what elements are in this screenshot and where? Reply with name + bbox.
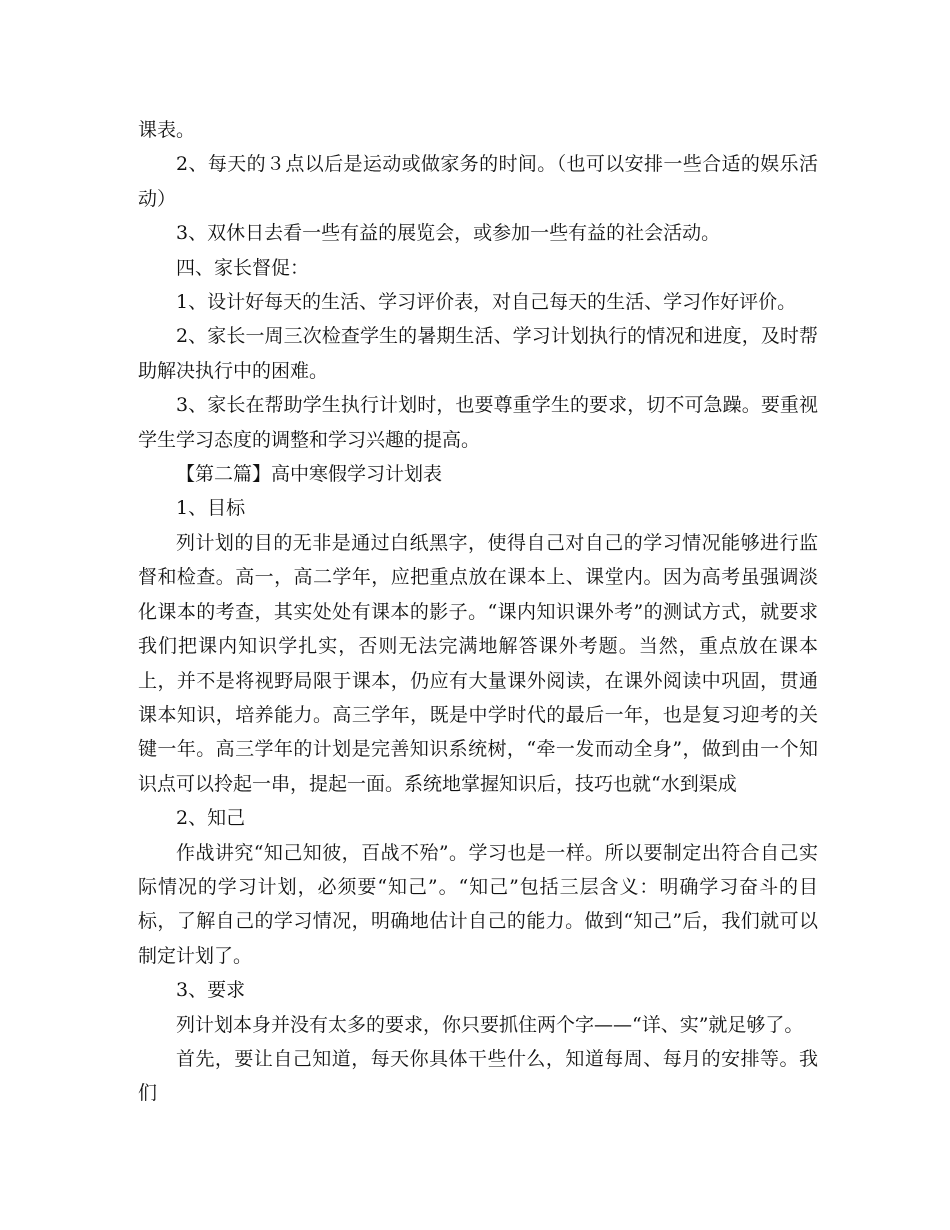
article-title: 【第二篇】高中寒假学习计划表 [176, 463, 443, 486]
paragraph: 1、设计好每天的生活、学习评价表，对自己每天的生活、学习作好评价。 [176, 291, 797, 314]
paragraph: 列计划的目的无非是通过白纸黑字，使得自己对自己的学习情况能够进行监督和检查。高一，高二学年，应把重点放在课本上、课堂内。因为高考虽强调淡化课本的考查，其实处处有课本的影子。“课内知识课外考”的测试方式，就要求我们把课内知识学扎实，否则无法完满地解答课外考题。当然，重点放在课本上，并不是将视野局限于课本，仍应有大量课外阅读，在课外阅读中巩固，贯通课本知识，培养能力。高三学年，既是中学时代的最后一年，也是复习迎考的关键一年。高三学年的计划是完善知识系统树，“牵一发而动全身”，做到由一个知识点可以拎起一串，提起一面。系统地掌握知识后，技巧也就“水到渠成 [138, 531, 818, 795]
paragraph: 3、家长在帮助学生执行计划时，也要尊重学生的要求，切不可急躁。要重视学生学习态度的调整和学习兴趣的提高。 [138, 394, 818, 451]
section-heading: 3、要求 [176, 979, 246, 1002]
section-heading: 1、目标 [176, 497, 246, 520]
section-heading: 四、家长督促： [176, 256, 310, 279]
paragraph: 3、双休日去看一些有益的展览会，或参加一些有益的社会活动。 [176, 222, 721, 245]
section-heading: 2、知己 [176, 807, 246, 830]
paragraph: 课表。 [138, 119, 196, 141]
paragraph: 2、家长一周三次检查学生的暑期生活、学习计划执行的情况和进度，及时帮助解决执行中的困难。 [138, 325, 818, 382]
document-body [138, 113, 818, 1111]
paragraph: 作战讲究“知己知彼，百战不殆”。学习也是一样。所以要制定出符合自己实际情况的学习计划，必须要“知己”。“知己”包括三层含义：明确学习奋斗的目标，了解自己的学习情况，明确地估计自己的能力。做到“知己”后，我们就可以制定计划了。 [138, 841, 818, 967]
paragraph: 列计划本身并没有太多的要求，你只要抓住两个字——“详、实”就足够了。 [176, 1013, 804, 1036]
paragraph: 首先，要让自己知道，每天你具体干些什么，知道每周、每月的安排等。我们 [138, 1047, 818, 1105]
paragraph: 2、每天的３点以后是运动或做家务的时间。（也可以安排一些合适的娱乐活动） [138, 153, 818, 210]
